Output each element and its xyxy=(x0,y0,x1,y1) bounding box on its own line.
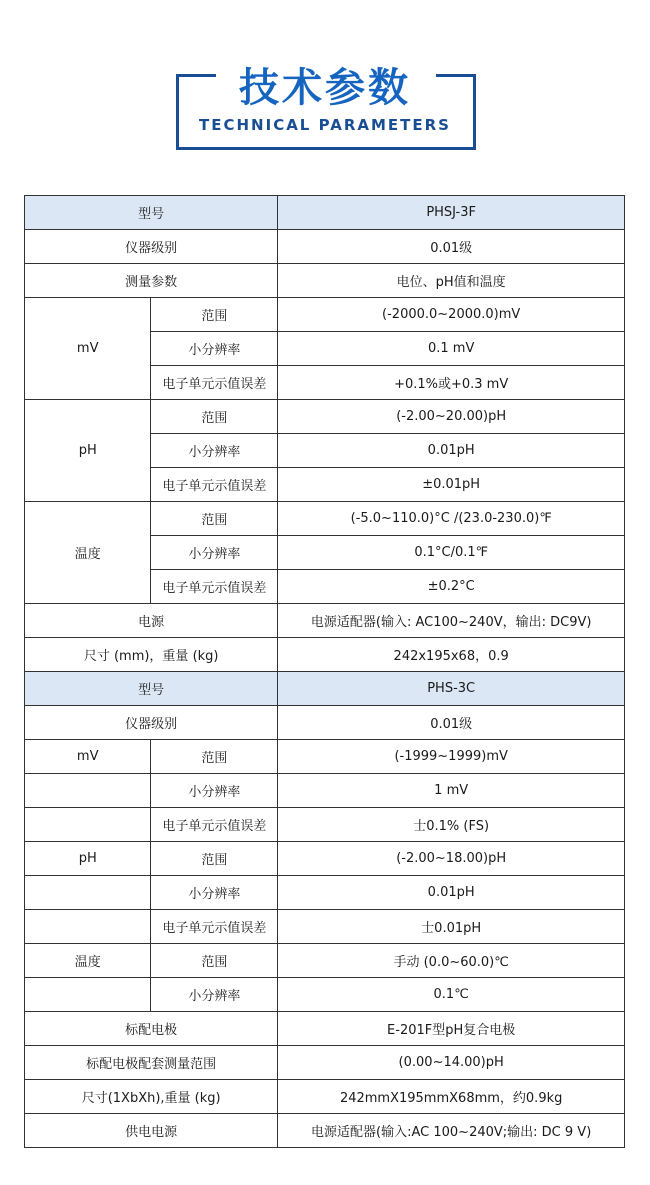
row-label: 尺寸 (mm)，重量 (kg) xyxy=(25,638,278,672)
sub-label: 小分辨率 xyxy=(151,434,278,468)
title-english: TECHNICAL PARAMETERS xyxy=(199,116,451,134)
row-label: 尺寸(1XbXh),重量 (kg) xyxy=(25,1080,278,1114)
row-value: E-201F型pH复合电极 xyxy=(278,1012,625,1046)
row-value: 242x195x68，0.9 xyxy=(278,638,625,672)
row-value: (-1999~1999)mV xyxy=(278,740,625,774)
table-row xyxy=(25,978,625,1012)
table-row xyxy=(25,808,625,842)
table-row xyxy=(25,774,625,808)
row-label: 仪器级别 xyxy=(25,706,278,740)
table-row xyxy=(25,842,625,876)
row-value: 0.01级 xyxy=(278,706,625,740)
sub-label: 小分辨率 xyxy=(151,536,278,570)
sub-label: 电子单元示值误差 xyxy=(151,910,278,944)
table-row xyxy=(25,1012,625,1046)
group-label: mV xyxy=(25,740,151,774)
row-label: 标配电极配套测量范围 xyxy=(25,1046,278,1080)
model-value: PHS-3C xyxy=(278,672,625,706)
row-value: 士0.1% (FS) xyxy=(278,808,625,842)
group-label-empty xyxy=(25,808,151,842)
sub-label: 小分辨率 xyxy=(151,876,278,910)
title-chinese: 技术参数 xyxy=(239,65,411,111)
row-value: (-2000.0~2000.0)mV xyxy=(278,298,625,332)
row-value: 手动 (0.0~60.0)℃ xyxy=(278,944,625,978)
group-label: pH xyxy=(25,400,151,502)
row-label: 电源 xyxy=(25,604,278,638)
table-row xyxy=(25,706,625,740)
sub-label: 电子单元示值误差 xyxy=(151,366,278,400)
row-value: ±0.01pH xyxy=(278,468,625,502)
group-label: pH xyxy=(25,842,151,876)
table-row xyxy=(25,740,625,774)
group-label-empty xyxy=(25,978,151,1012)
row-label: 仪器级别 xyxy=(25,230,278,264)
section-header xyxy=(0,0,650,195)
model-label: 型号 xyxy=(25,196,278,230)
sub-label: 范围 xyxy=(151,298,278,332)
sub-label: 电子单元示值误差 xyxy=(151,468,278,502)
table-row xyxy=(25,400,625,434)
table-row xyxy=(25,604,625,638)
sub-label: 小分辨率 xyxy=(151,332,278,366)
row-value: (0.00~14.00)pH xyxy=(278,1046,625,1080)
parameters-table xyxy=(24,195,625,1148)
group-label: 温度 xyxy=(25,502,151,604)
table-row xyxy=(25,944,625,978)
group-label: mV xyxy=(25,298,151,400)
sub-label: 小分辨率 xyxy=(151,774,278,808)
group-label-empty xyxy=(25,774,151,808)
row-value: 0.01级 xyxy=(278,230,625,264)
row-value: (-2.00~18.00)pH xyxy=(278,842,625,876)
row-value: +0.1%或+0.3 mV xyxy=(278,366,625,400)
row-value: 0.1°C/0.1℉ xyxy=(278,536,625,570)
row-value: 0.01pH xyxy=(278,876,625,910)
row-value: 电源适配器(输入: AC100~240V，输出: DC9V) xyxy=(278,604,625,638)
sub-label: 范围 xyxy=(151,842,278,876)
sub-label: 范围 xyxy=(151,400,278,434)
group-label: 温度 xyxy=(25,944,151,978)
sub-label: 范围 xyxy=(151,944,278,978)
row-label: 测量参数 xyxy=(25,264,278,298)
row-value: 242mmX195mmX68mm，约0.9kg xyxy=(278,1080,625,1114)
row-value: (-5.0~110.0)°C /(23.0-230.0)℉ xyxy=(278,502,625,536)
table-row xyxy=(25,672,625,706)
title-frame-bottom xyxy=(176,147,476,150)
table-row xyxy=(25,230,625,264)
table-row xyxy=(25,1080,625,1114)
table-row xyxy=(25,264,625,298)
sub-label: 范围 xyxy=(151,740,278,774)
table-row xyxy=(25,502,625,536)
row-value: 0.1℃ xyxy=(278,978,625,1012)
row-value: 电位、pH值和温度 xyxy=(278,264,625,298)
table-row xyxy=(25,910,625,944)
table-row xyxy=(25,1114,625,1148)
sub-label: 电子单元示值误差 xyxy=(151,570,278,604)
group-label-empty xyxy=(25,876,151,910)
sub-label: 电子单元示值误差 xyxy=(151,808,278,842)
row-value: (-2.00~20.00)pH xyxy=(278,400,625,434)
row-value: 士0.01pH xyxy=(278,910,625,944)
row-value: 电源适配器(输入:AC 100~240V;输出: DC 9 V) xyxy=(278,1114,625,1148)
table-row xyxy=(25,196,625,230)
table-row xyxy=(25,876,625,910)
row-value: 0.01pH xyxy=(278,434,625,468)
sub-label: 小分辨率 xyxy=(151,978,278,1012)
row-value: 1 mV xyxy=(278,774,625,808)
group-label-empty xyxy=(25,910,151,944)
row-label: 供电电源 xyxy=(25,1114,278,1148)
model-label: 型号 xyxy=(25,672,278,706)
table-row xyxy=(25,638,625,672)
row-value: ±0.2°C xyxy=(278,570,625,604)
table-row xyxy=(25,1046,625,1080)
row-label: 标配电极 xyxy=(25,1012,278,1046)
row-value: 0.1 mV xyxy=(278,332,625,366)
sub-label: 范围 xyxy=(151,502,278,536)
model-value: PHSJ-3F xyxy=(278,196,625,230)
table-row xyxy=(25,298,625,332)
